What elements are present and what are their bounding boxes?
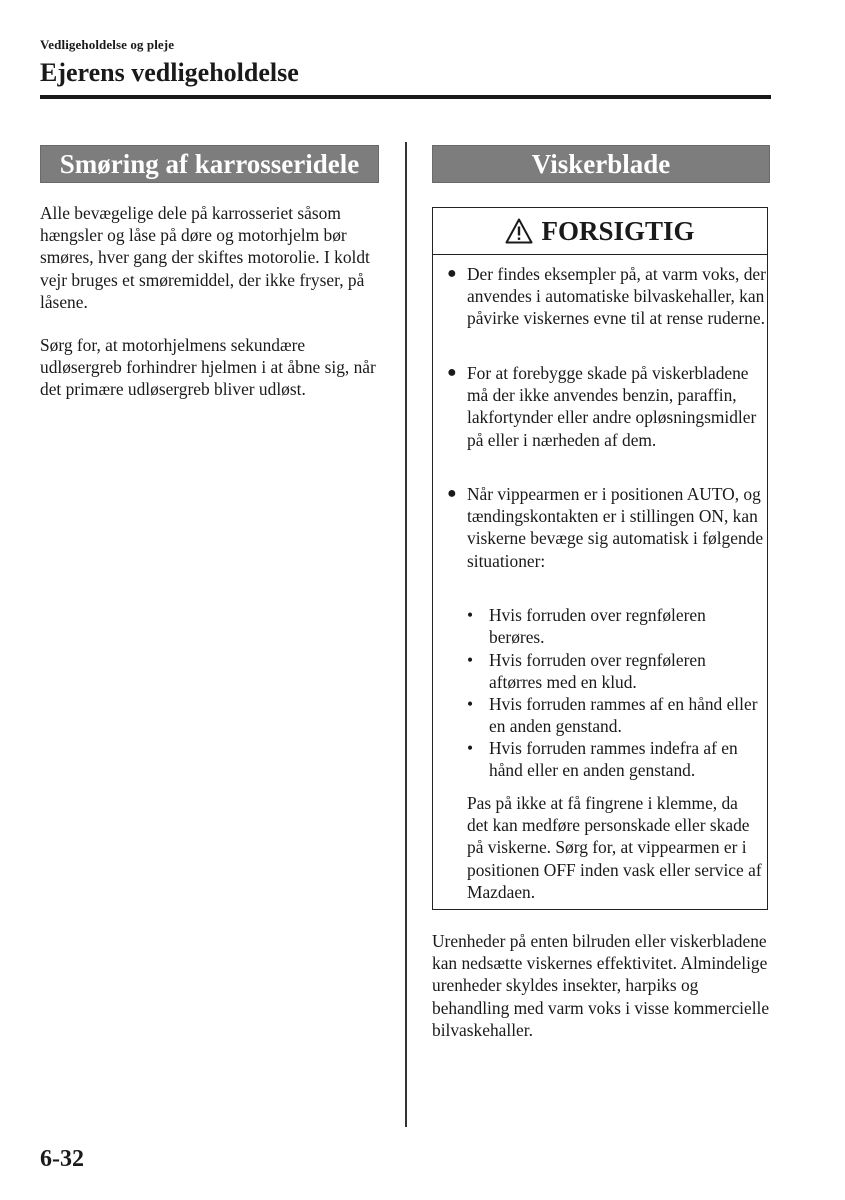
bullet-icon: ● bbox=[447, 364, 457, 381]
page-title: Ejerens vedligeholdelse bbox=[40, 58, 299, 87]
subbullet-icon: • bbox=[467, 650, 474, 670]
caution-box bbox=[432, 207, 768, 910]
wiper-blades-heading: Viskerblade bbox=[432, 145, 770, 183]
bullet-icon: ● bbox=[447, 265, 457, 282]
subbullet-icon: • bbox=[467, 605, 474, 625]
column-divider bbox=[405, 142, 407, 1127]
warning-triangle-icon bbox=[505, 218, 533, 244]
section-kicker: Vedligeholdelse og pleje bbox=[40, 37, 175, 52]
caution-subbullet-text: Hvis forruden rammes indefra af en hånd eller en anden genstand. bbox=[489, 738, 738, 781]
caution-subbullet-text: Hvis forruden rammes af en hånd eller en anden genstand. bbox=[489, 694, 758, 737]
caution-subbullet-text: Hvis forruden over regnføleren berøres. bbox=[489, 605, 706, 648]
bullet-icon: ● bbox=[447, 485, 457, 502]
title-rule bbox=[40, 95, 771, 99]
page-number: 6-32 bbox=[40, 1146, 84, 1172]
caution-header bbox=[433, 208, 767, 255]
wiper-blades-paragraph: Urenheder på enten bilruden eller viskerbladene kan nedsætte viskernes effektivitet. Almindelige urenheder skyldes insekter, harpiks og behandling med varm voks i visse kommercielle bilvaskehaller. bbox=[432, 931, 770, 1040]
lubrication-paragraph-1: Alle bevægelige dele på karrosseriet såsom hængsler og låse på døre og motorhjelm bør smøres, hver gang der skiftes motorolie. I koldt vejr bruges et smøremiddel, der ikke fryser, på låsene. bbox=[40, 203, 370, 312]
caution-bullet-text: For at forebygge skade på viskerbladene må der ikke anvendes benzin, paraffin, lakfortynder eller andre opløsningsmidler på eller i nærheden af dem. bbox=[467, 363, 757, 450]
caution-bullet-text: Der findes eksempler på, at varm voks, der anvendes i automatiske bilvaskehaller, kan påvirke viskernes evne til at rense ruderne. bbox=[467, 264, 766, 329]
subbullet-icon: • bbox=[467, 738, 474, 758]
caution-note: Pas på ikke at få fingrene i klemme, da det kan medføre personskade eller skade på viskerne. Sørg for, at vippearmen er i positionen OFF inden vask eller service af Mazdaen. bbox=[467, 793, 762, 902]
lubrication-paragraph-2: Sørg for, at motorhjelmens sekundære udløsergreb forhindrer hjelmen i at åbne sig, når det primære udløsergreb bliver udløst. bbox=[40, 335, 376, 400]
caution-title: FORSIGTIG bbox=[541, 215, 695, 246]
caution-bullet-text: Når vippearmen er i positionen AUTO, og tændingskontakten er i stillingen ON, kan viskerne bevæge sig automatisk i følgende situationer: bbox=[467, 484, 764, 571]
subbullet-icon: • bbox=[467, 694, 474, 714]
caution-subbullet-text: Hvis forruden over regnføleren aftørres med en klud. bbox=[489, 650, 706, 693]
lubrication-heading: Smøring af karrosseridele bbox=[40, 145, 379, 183]
